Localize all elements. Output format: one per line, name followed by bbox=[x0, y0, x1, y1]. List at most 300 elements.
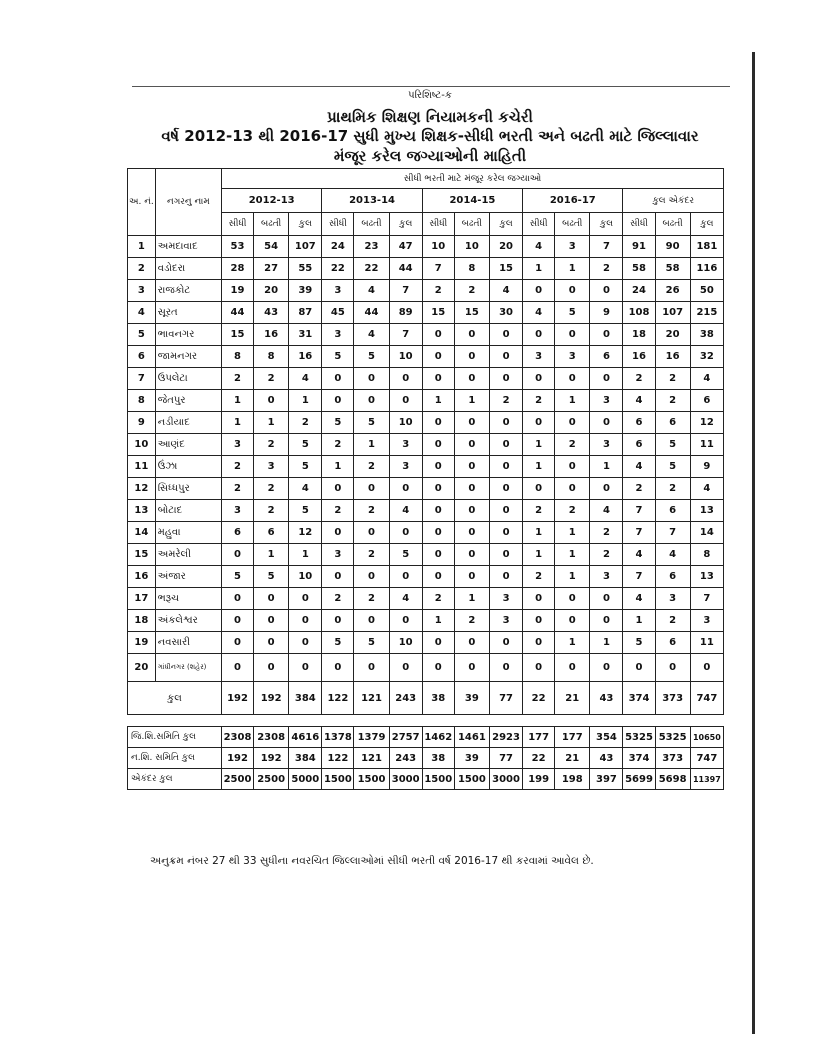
row-value: 4 bbox=[623, 544, 655, 566]
row-value: 5 bbox=[322, 346, 354, 368]
row-value: 4 bbox=[655, 544, 690, 566]
col-name-header: નગરનુ નામ bbox=[155, 169, 221, 236]
row-value: 0 bbox=[422, 500, 454, 522]
row-value: 1 bbox=[454, 588, 489, 610]
row-value: 215 bbox=[690, 302, 723, 324]
row-value: 0 bbox=[555, 654, 590, 682]
row-value: 7 bbox=[623, 522, 655, 544]
row-value: 0 bbox=[555, 324, 590, 346]
district-posts-table bbox=[127, 168, 724, 715]
summary-value: 354 bbox=[590, 727, 623, 748]
scan-edge-line bbox=[752, 52, 755, 1034]
row-value: 5 bbox=[555, 302, 590, 324]
row-district-name: જામનગર bbox=[155, 346, 221, 368]
row-value: 8 bbox=[254, 346, 289, 368]
row-value: 6 bbox=[655, 566, 690, 588]
row-value: 2 bbox=[354, 588, 389, 610]
row-value: 1 bbox=[254, 544, 289, 566]
row-value: 108 bbox=[623, 302, 655, 324]
row-value: 5 bbox=[354, 412, 389, 434]
summary-value: 1379 bbox=[354, 727, 389, 748]
total-value: 39 bbox=[454, 682, 489, 715]
total-value: 38 bbox=[422, 682, 454, 715]
row-value: 107 bbox=[289, 236, 322, 258]
row-value: 7 bbox=[422, 258, 454, 280]
sub-header-direct: સીધી bbox=[523, 213, 555, 236]
summary-value: 1500 bbox=[454, 769, 489, 790]
summary-value: 77 bbox=[490, 748, 523, 769]
row-value: 0 bbox=[254, 632, 289, 654]
row-value: 6 bbox=[623, 434, 655, 456]
table-row bbox=[128, 522, 724, 544]
row-district-name: ઉપલેટા bbox=[155, 368, 221, 390]
row-value: 0 bbox=[454, 566, 489, 588]
row-serial: 7 bbox=[128, 368, 156, 390]
row-value: 1 bbox=[555, 522, 590, 544]
row-value: 2 bbox=[221, 368, 253, 390]
summary-value: 373 bbox=[655, 748, 690, 769]
row-value: 0 bbox=[555, 610, 590, 632]
row-value: 0 bbox=[389, 522, 422, 544]
row-value: 4 bbox=[389, 500, 422, 522]
row-value: 3 bbox=[590, 390, 623, 412]
row-value: 0 bbox=[490, 478, 523, 500]
summary-table bbox=[127, 726, 724, 790]
row-value: 0 bbox=[354, 478, 389, 500]
row-value: 0 bbox=[690, 654, 723, 682]
row-value: 1 bbox=[523, 456, 555, 478]
row-value: 43 bbox=[254, 302, 289, 324]
row-value: 2 bbox=[590, 522, 623, 544]
row-value: 3 bbox=[322, 324, 354, 346]
row-district-name: આણંદ bbox=[155, 434, 221, 456]
summary-value: 374 bbox=[623, 748, 655, 769]
row-value: 7 bbox=[690, 588, 723, 610]
row-value: 24 bbox=[322, 236, 354, 258]
row-serial: 4 bbox=[128, 302, 156, 324]
row-value: 0 bbox=[254, 654, 289, 682]
row-value: 16 bbox=[254, 324, 289, 346]
row-serial: 12 bbox=[128, 478, 156, 500]
row-value: 0 bbox=[555, 368, 590, 390]
sub-header-total: કુલ bbox=[490, 213, 523, 236]
row-serial: 20 bbox=[128, 654, 156, 682]
row-value: 5 bbox=[322, 632, 354, 654]
row-value: 0 bbox=[454, 522, 489, 544]
row-value: 12 bbox=[690, 412, 723, 434]
row-value: 2 bbox=[254, 434, 289, 456]
row-value: 3 bbox=[254, 456, 289, 478]
summary-value: 177 bbox=[555, 727, 590, 748]
row-value: 44 bbox=[389, 258, 422, 280]
summary-value: 43 bbox=[590, 748, 623, 769]
total-value: 373 bbox=[655, 682, 690, 715]
row-value: 55 bbox=[289, 258, 322, 280]
sub-header-total: કુલ bbox=[690, 213, 723, 236]
row-serial: 10 bbox=[128, 434, 156, 456]
group-header: સીધી ભરતી માટે મંજૂર કરેલ જગ્યાઓ bbox=[221, 169, 723, 189]
summary-value: 192 bbox=[254, 748, 289, 769]
row-value: 4 bbox=[389, 588, 422, 610]
table-row bbox=[128, 588, 724, 610]
row-value: 0 bbox=[221, 654, 253, 682]
row-value: 10 bbox=[289, 566, 322, 588]
row-value: 22 bbox=[354, 258, 389, 280]
table-row bbox=[128, 236, 724, 258]
summary-value: 5325 bbox=[655, 727, 690, 748]
summary-row bbox=[128, 769, 724, 790]
row-value: 4 bbox=[690, 478, 723, 500]
row-value: 1 bbox=[590, 456, 623, 478]
sub-header-total: કુલ bbox=[389, 213, 422, 236]
summary-value: 397 bbox=[590, 769, 623, 790]
row-district-name: બોટાદ bbox=[155, 500, 221, 522]
row-value: 3 bbox=[490, 610, 523, 632]
total-value: 77 bbox=[490, 682, 523, 715]
sub-header-direct: સીધી bbox=[623, 213, 655, 236]
row-value: 107 bbox=[655, 302, 690, 324]
sub-header-promotion: બઢતી bbox=[354, 213, 389, 236]
total-value: 384 bbox=[289, 682, 322, 715]
total-value: 192 bbox=[221, 682, 253, 715]
sub-header-promotion: બઢતી bbox=[655, 213, 690, 236]
row-serial: 5 bbox=[128, 324, 156, 346]
row-value: 89 bbox=[389, 302, 422, 324]
row-value: 0 bbox=[555, 280, 590, 302]
row-value: 1 bbox=[354, 434, 389, 456]
row-district-name: અમરેલી bbox=[155, 544, 221, 566]
sub-header-promotion: બઢતી bbox=[254, 213, 289, 236]
row-district-name: ગાંધીનગર (શહેર) bbox=[155, 654, 221, 682]
row-value: 3 bbox=[555, 236, 590, 258]
row-value: 53 bbox=[221, 236, 253, 258]
row-value: 23 bbox=[354, 236, 389, 258]
row-value: 10 bbox=[389, 412, 422, 434]
row-value: 0 bbox=[322, 478, 354, 500]
row-value: 2 bbox=[555, 500, 590, 522]
row-value: 10 bbox=[454, 236, 489, 258]
row-value: 5 bbox=[623, 632, 655, 654]
row-value: 2 bbox=[454, 610, 489, 632]
row-value: 2 bbox=[221, 478, 253, 500]
row-value: 1 bbox=[523, 258, 555, 280]
row-value: 0 bbox=[354, 566, 389, 588]
row-value: 5 bbox=[655, 456, 690, 478]
row-value: 3 bbox=[590, 434, 623, 456]
row-district-name: નડીયાદ bbox=[155, 412, 221, 434]
row-value: 0 bbox=[354, 610, 389, 632]
row-value: 0 bbox=[221, 632, 253, 654]
summary-value: 38 bbox=[422, 748, 454, 769]
summary-row bbox=[128, 727, 724, 748]
row-value: 0 bbox=[454, 500, 489, 522]
summary-value: 384 bbox=[289, 748, 322, 769]
row-value: 0 bbox=[555, 478, 590, 500]
row-value: 0 bbox=[490, 654, 523, 682]
row-value: 0 bbox=[322, 654, 354, 682]
row-value: 8 bbox=[221, 346, 253, 368]
summary-value: 21 bbox=[555, 748, 590, 769]
row-value: 1 bbox=[289, 390, 322, 412]
row-value: 4 bbox=[690, 368, 723, 390]
row-value: 0 bbox=[454, 346, 489, 368]
row-serial: 18 bbox=[128, 610, 156, 632]
summary-value: 3000 bbox=[490, 769, 523, 790]
row-value: 0 bbox=[389, 654, 422, 682]
row-value: 3 bbox=[389, 456, 422, 478]
row-district-name: સૂરત bbox=[155, 302, 221, 324]
row-value: 2 bbox=[590, 258, 623, 280]
row-value: 7 bbox=[590, 236, 623, 258]
row-value: 5 bbox=[221, 566, 253, 588]
row-value: 10 bbox=[389, 346, 422, 368]
summary-value: 2923 bbox=[490, 727, 523, 748]
row-value: 5 bbox=[655, 434, 690, 456]
summary-value: 22 bbox=[523, 748, 555, 769]
row-value: 44 bbox=[221, 302, 253, 324]
row-value: 1 bbox=[590, 632, 623, 654]
row-value: 2 bbox=[354, 544, 389, 566]
row-district-name: ભાવનગર bbox=[155, 324, 221, 346]
row-value: 7 bbox=[389, 280, 422, 302]
row-value: 0 bbox=[490, 632, 523, 654]
row-value: 0 bbox=[490, 368, 523, 390]
row-value: 0 bbox=[490, 434, 523, 456]
row-value: 2 bbox=[254, 500, 289, 522]
row-value: 13 bbox=[690, 566, 723, 588]
row-value: 0 bbox=[590, 280, 623, 302]
row-value: 3 bbox=[221, 434, 253, 456]
row-value: 0 bbox=[422, 434, 454, 456]
summary-value: 4616 bbox=[289, 727, 322, 748]
row-serial: 16 bbox=[128, 566, 156, 588]
table-row bbox=[128, 434, 724, 456]
summary-value: 2308 bbox=[221, 727, 253, 748]
row-value: 0 bbox=[389, 390, 422, 412]
row-value: 0 bbox=[590, 478, 623, 500]
row-value: 0 bbox=[221, 588, 253, 610]
row-value: 7 bbox=[655, 522, 690, 544]
row-value: 0 bbox=[454, 456, 489, 478]
annex-label: પરિશિષ્ટ-ક bbox=[408, 90, 452, 101]
row-value: 0 bbox=[422, 544, 454, 566]
row-value: 16 bbox=[623, 346, 655, 368]
row-value: 0 bbox=[523, 654, 555, 682]
row-value: 30 bbox=[490, 302, 523, 324]
row-value: 4 bbox=[623, 588, 655, 610]
table-row bbox=[128, 280, 724, 302]
row-value: 5 bbox=[322, 412, 354, 434]
row-value: 3 bbox=[590, 566, 623, 588]
total-value: 747 bbox=[690, 682, 723, 715]
row-value: 1 bbox=[254, 412, 289, 434]
table-row bbox=[128, 368, 724, 390]
year-header: 2014-15 bbox=[422, 189, 522, 213]
row-value: 0 bbox=[523, 368, 555, 390]
row-serial: 19 bbox=[128, 632, 156, 654]
row-value: 28 bbox=[221, 258, 253, 280]
footnote: અનુક્રમ નંબર 27 થી 33 સુધીના નવરચિત જિલ્લાઓમાં સીધી ભરતી વર્ષ 2016-17 થી કરવામાં આવેલ છે. bbox=[150, 855, 594, 867]
row-value: 0 bbox=[422, 566, 454, 588]
row-value: 15 bbox=[454, 302, 489, 324]
row-value: 4 bbox=[354, 324, 389, 346]
summary-value: 10650 bbox=[690, 727, 723, 748]
row-value: 0 bbox=[555, 588, 590, 610]
total-value: 21 bbox=[555, 682, 590, 715]
row-value: 20 bbox=[254, 280, 289, 302]
row-value: 0 bbox=[254, 610, 289, 632]
summary-value: 1500 bbox=[354, 769, 389, 790]
row-value: 2 bbox=[623, 478, 655, 500]
row-serial: 14 bbox=[128, 522, 156, 544]
row-value: 2 bbox=[289, 412, 322, 434]
row-value: 1 bbox=[623, 610, 655, 632]
row-value: 1 bbox=[555, 390, 590, 412]
row-value: 0 bbox=[590, 368, 623, 390]
row-value: 0 bbox=[655, 654, 690, 682]
row-value: 2 bbox=[322, 500, 354, 522]
summary-value: 1462 bbox=[422, 727, 454, 748]
row-value: 0 bbox=[422, 654, 454, 682]
row-value: 0 bbox=[555, 412, 590, 434]
summary-value: 39 bbox=[454, 748, 489, 769]
row-value: 0 bbox=[389, 368, 422, 390]
total-value: 43 bbox=[590, 682, 623, 715]
row-district-name: જેતપુર bbox=[155, 390, 221, 412]
summary-value: 5699 bbox=[623, 769, 655, 790]
table-row bbox=[128, 654, 724, 682]
row-value: 15 bbox=[422, 302, 454, 324]
row-district-name: સિધ્ધપુર bbox=[155, 478, 221, 500]
row-value: 0 bbox=[221, 610, 253, 632]
sub-header-promotion: બઢતી bbox=[454, 213, 489, 236]
row-value: 0 bbox=[389, 610, 422, 632]
row-value: 20 bbox=[490, 236, 523, 258]
row-district-name: અંકલેશ્વર bbox=[155, 610, 221, 632]
row-value: 0 bbox=[289, 632, 322, 654]
row-value: 116 bbox=[690, 258, 723, 280]
row-value: 5 bbox=[289, 456, 322, 478]
row-value: 0 bbox=[523, 478, 555, 500]
summary-value: 3000 bbox=[389, 769, 422, 790]
row-value: 0 bbox=[454, 412, 489, 434]
row-value: 54 bbox=[254, 236, 289, 258]
row-value: 0 bbox=[354, 654, 389, 682]
row-value: 26 bbox=[655, 280, 690, 302]
row-value: 0 bbox=[454, 632, 489, 654]
report-title: વર્ષ 2012-13 થી 2016-17 સુધી મુખ્ય શિક્ષક-સીધી ભરતી અને બઢતી માટે જિલ્લાવાર bbox=[161, 127, 699, 145]
row-value: 44 bbox=[354, 302, 389, 324]
row-value: 3 bbox=[221, 500, 253, 522]
row-value: 4 bbox=[490, 280, 523, 302]
table-row bbox=[128, 456, 724, 478]
row-value: 27 bbox=[254, 258, 289, 280]
total-value: 243 bbox=[389, 682, 422, 715]
sub-header-direct: સીધી bbox=[422, 213, 454, 236]
row-value: 3 bbox=[523, 346, 555, 368]
row-value: 1 bbox=[523, 434, 555, 456]
table-row bbox=[128, 324, 724, 346]
sub-header-promotion: બઢતી bbox=[555, 213, 590, 236]
table-row bbox=[128, 610, 724, 632]
row-value: 1 bbox=[422, 610, 454, 632]
row-district-name: અંજાર bbox=[155, 566, 221, 588]
row-value: 0 bbox=[389, 566, 422, 588]
row-value: 0 bbox=[422, 346, 454, 368]
row-district-name: રાજકોટ bbox=[155, 280, 221, 302]
row-value: 4 bbox=[289, 478, 322, 500]
row-value: 5 bbox=[389, 544, 422, 566]
row-value: 16 bbox=[655, 346, 690, 368]
row-value: 10 bbox=[422, 236, 454, 258]
row-value: 2 bbox=[354, 500, 389, 522]
grand-total-header: કુલ એકંદર bbox=[623, 189, 724, 213]
summary-value: 122 bbox=[322, 748, 354, 769]
row-value: 4 bbox=[523, 236, 555, 258]
row-value: 14 bbox=[690, 522, 723, 544]
row-value: 0 bbox=[322, 566, 354, 588]
row-value: 45 bbox=[322, 302, 354, 324]
report-subtitle: મંજૂર કરેલ જગ્યાઓની માહિતી bbox=[333, 147, 527, 165]
row-value: 3 bbox=[322, 544, 354, 566]
summary-label: જિ.શિ.સમિતિ કુલ bbox=[128, 727, 222, 748]
row-value: 0 bbox=[490, 412, 523, 434]
row-value: 0 bbox=[289, 610, 322, 632]
row-value: 0 bbox=[322, 368, 354, 390]
row-value: 22 bbox=[322, 258, 354, 280]
row-value: 0 bbox=[490, 544, 523, 566]
summary-value: 2500 bbox=[221, 769, 253, 790]
col-serial-header: અ. નં. bbox=[128, 169, 156, 236]
row-value: 90 bbox=[655, 236, 690, 258]
row-value: 0 bbox=[490, 456, 523, 478]
year-header: 2016-17 bbox=[523, 189, 623, 213]
row-value: 0 bbox=[322, 390, 354, 412]
row-value: 39 bbox=[289, 280, 322, 302]
table-row bbox=[128, 302, 724, 324]
summary-value: 2500 bbox=[254, 769, 289, 790]
row-value: 2 bbox=[623, 368, 655, 390]
row-serial: 1 bbox=[128, 236, 156, 258]
row-value: 2 bbox=[221, 456, 253, 478]
row-value: 5 bbox=[289, 434, 322, 456]
row-value: 0 bbox=[422, 478, 454, 500]
row-value: 4 bbox=[590, 500, 623, 522]
total-value: 374 bbox=[623, 682, 655, 715]
total-value: 192 bbox=[254, 682, 289, 715]
row-value: 1 bbox=[555, 566, 590, 588]
row-serial: 6 bbox=[128, 346, 156, 368]
row-value: 2 bbox=[655, 478, 690, 500]
row-value: 2 bbox=[655, 368, 690, 390]
row-value: 181 bbox=[690, 236, 723, 258]
row-value: 0 bbox=[422, 368, 454, 390]
summary-value: 5698 bbox=[655, 769, 690, 790]
row-value: 7 bbox=[389, 324, 422, 346]
row-value: 0 bbox=[454, 434, 489, 456]
row-value: 2 bbox=[590, 544, 623, 566]
row-value: 0 bbox=[422, 632, 454, 654]
row-serial: 2 bbox=[128, 258, 156, 280]
table-row bbox=[128, 500, 724, 522]
row-value: 7 bbox=[623, 500, 655, 522]
total-row bbox=[128, 682, 724, 715]
table-row bbox=[128, 412, 724, 434]
row-serial: 17 bbox=[128, 588, 156, 610]
row-value: 2 bbox=[655, 610, 690, 632]
row-serial: 13 bbox=[128, 500, 156, 522]
table-row bbox=[128, 632, 724, 654]
